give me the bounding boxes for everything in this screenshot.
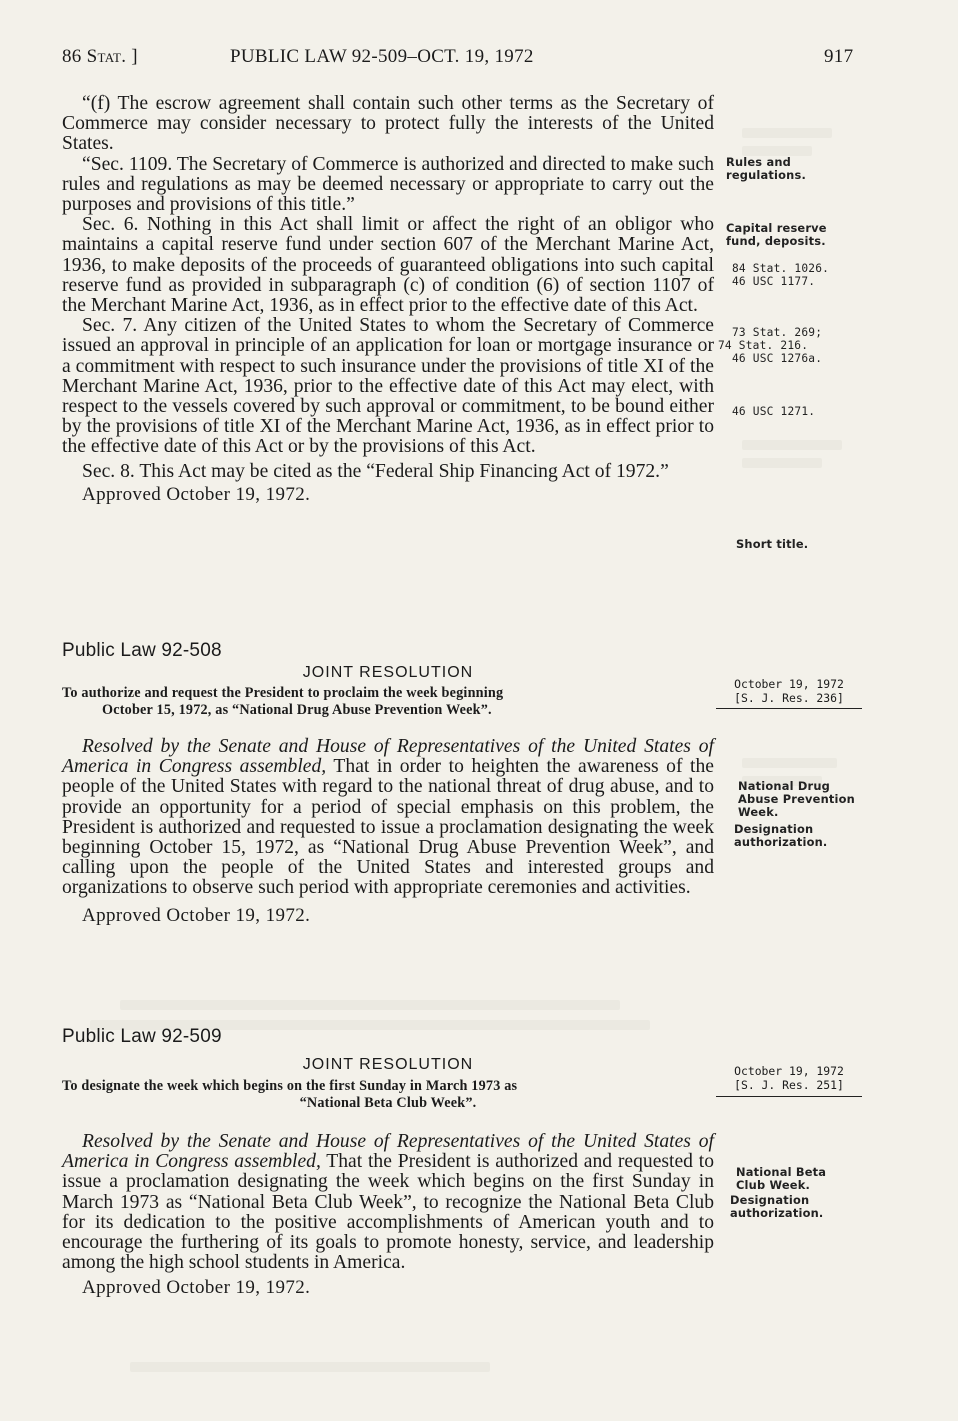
- header-title: PUBLIC LAW 92-509–OCT. 19, 1972: [230, 46, 534, 67]
- law-509-resolution-number: [S. J. Res. 251]: [734, 1078, 844, 1092]
- law-509-title: Public Law 92-509: [62, 1026, 222, 1047]
- law-508-resolution-number: [S. J. Res. 236]: [734, 691, 844, 705]
- para-escrow: “(f) The escrow agreement shall contain such other terms as the Secretary of Commerce may consider necessary to protect fully the interests of the United States.: [62, 93, 714, 155]
- margin-note-84-stat: 84 Stat. 1026.: [732, 262, 830, 275]
- law-509-divider: [716, 1096, 862, 1097]
- law-508-joint-resolution: JOINT RESOLUTION: [302, 664, 474, 681]
- para-sec-6: Sec. 6. Nothing in this Act shall limit or affect the right of an obligor who maintains a capital reserve fund under section 607 of the Merchant Marine Act, 1936, to make deposits of the proceeds of guaranteed obligations into such capital reserve fund as provided in subparagraph (c) of condition (6) of section 1107 of the Merchant Marine Act, 1936, as in effect prior to the effective date of this Act.: [62, 214, 714, 317]
- para-sec-8: Sec. 8. This Act may be cited as the “Federal Ship Financing Act of 1972.”: [82, 460, 669, 482]
- law-508-purpose: [62, 685, 714, 719]
- margin-note-drug-week: National Drug Abuse Prevention Week.: [738, 779, 855, 819]
- law-92-508: [62, 640, 714, 927]
- margin-note-46-usc-1271: 46 USC 1271.: [732, 405, 816, 418]
- para-sec-7: Sec. 7. Any citizen of the United States to whom the Secretary of Commerce issued an approval in principle of an application for loan or mortgage insurance or a commitment with respect to such insurance under the provisions of title XI of the Merchant Marine Act, 1936, prior to the effective date of this Act may elect, with respect to the vessels covered by such approval or commitment, to be bound either by the provisions of title XI of the Merchant Marine Act, 1936, as in effect prior to the effective date of this Act or by the provisions of this Act.: [62, 315, 714, 458]
- margin-note-designation-1: Designation authorization.: [734, 822, 828, 849]
- para-sec-1109: “Sec. 1109. The Secretary of Commerce is authorized and directed to make such rules and regulations as may be deemed necessary or appropriate to carry out the purposes and provisions of this title.”: [62, 153, 714, 216]
- margin-note-46-usc-1177: 46 USC 1177.: [732, 275, 816, 288]
- law-509-purpose: [62, 1078, 714, 1112]
- approved-2: Approved October 19, 1972.: [82, 904, 311, 926]
- margin-note-short-title: Short title.: [736, 537, 809, 551]
- law-509-enacting-clause: Resolved by the Senate and House of Representatives of the United States of America in Congress assembled,: [62, 1131, 714, 1173]
- law-508-enacting-clause: Resolved by the Senate and House of Representatives of the United States of America in Congress assembled,: [62, 736, 714, 778]
- law-509-purpose-line-1: To designate the week which begins on the first Sunday in March 1973 as: [62, 1078, 518, 1094]
- law-509-resolution-text: That the President is authorized and requested to issue a proclamation designating the week which begins on the first Sunday in March 1973 as “National Beta Club Week”, to recognize the National Beta Club for its dedication to the positive accomplishments of American youth and to encourage the furthering of its goals to promote honesty, service, and leadership among the high school students in America.: [62, 1151, 714, 1274]
- margin-note-46-usc-1276a: 46 USC 1276a.: [732, 352, 823, 365]
- header-volume: 86 Stat. ]: [62, 46, 138, 67]
- law-508-date: October 19, 1972: [734, 677, 844, 691]
- approved-3: Approved October 19, 1972.: [82, 1277, 311, 1299]
- law-508-purpose-line-1: To authorize and request the President to proclaim the week beginning: [62, 685, 504, 701]
- law-508-purpose-line-2: October 15, 1972, as “National Drug Abuse Prevention Week”.: [102, 702, 492, 718]
- law-508-resolution-text: That in order to heighten the awareness of the people of the United States with regard to the national threat of drug abuse, and to provide an opportunity for a period of special emphasis on this problem, the President is authorized and requested to issue a proclamation designating the week beginning October 15, 1972, as “National Drug Abuse Prevention Week”, and calling upon the people of the United States and interested groups and organizations to observe such period with appropriate ceremonies and activities.: [62, 756, 714, 899]
- margin-note-beta-week: National Beta Club Week.: [736, 1165, 827, 1192]
- margin-note-designation-2: Designation authorization.: [730, 1193, 824, 1220]
- approved-1: Approved October 19, 1972.: [82, 483, 311, 505]
- law-508-divider: [716, 708, 862, 709]
- margin-note-capital-reserve: Capital reserve fund, deposits.: [726, 221, 827, 248]
- header-page-number: 917: [824, 46, 854, 67]
- law-508-resolution: [62, 737, 714, 899]
- margin-note-rules: Rules and regulations.: [726, 155, 806, 182]
- law-508-title: Public Law 92-508: [62, 640, 222, 661]
- law-509-resolution: [62, 1132, 714, 1273]
- law-509-date: October 19, 1972: [734, 1064, 844, 1078]
- law-92-509: [62, 1026, 714, 1299]
- law-509-purpose-line-2: “National Beta Club Week”.: [299, 1095, 477, 1111]
- law-509-joint-resolution: JOINT RESOLUTION: [302, 1056, 474, 1073]
- margin-note-74-stat: 74 Stat. 216.: [718, 339, 809, 352]
- main-column-top: [62, 94, 714, 506]
- margin-note-73-stat: 73 Stat. 269;: [732, 326, 823, 339]
